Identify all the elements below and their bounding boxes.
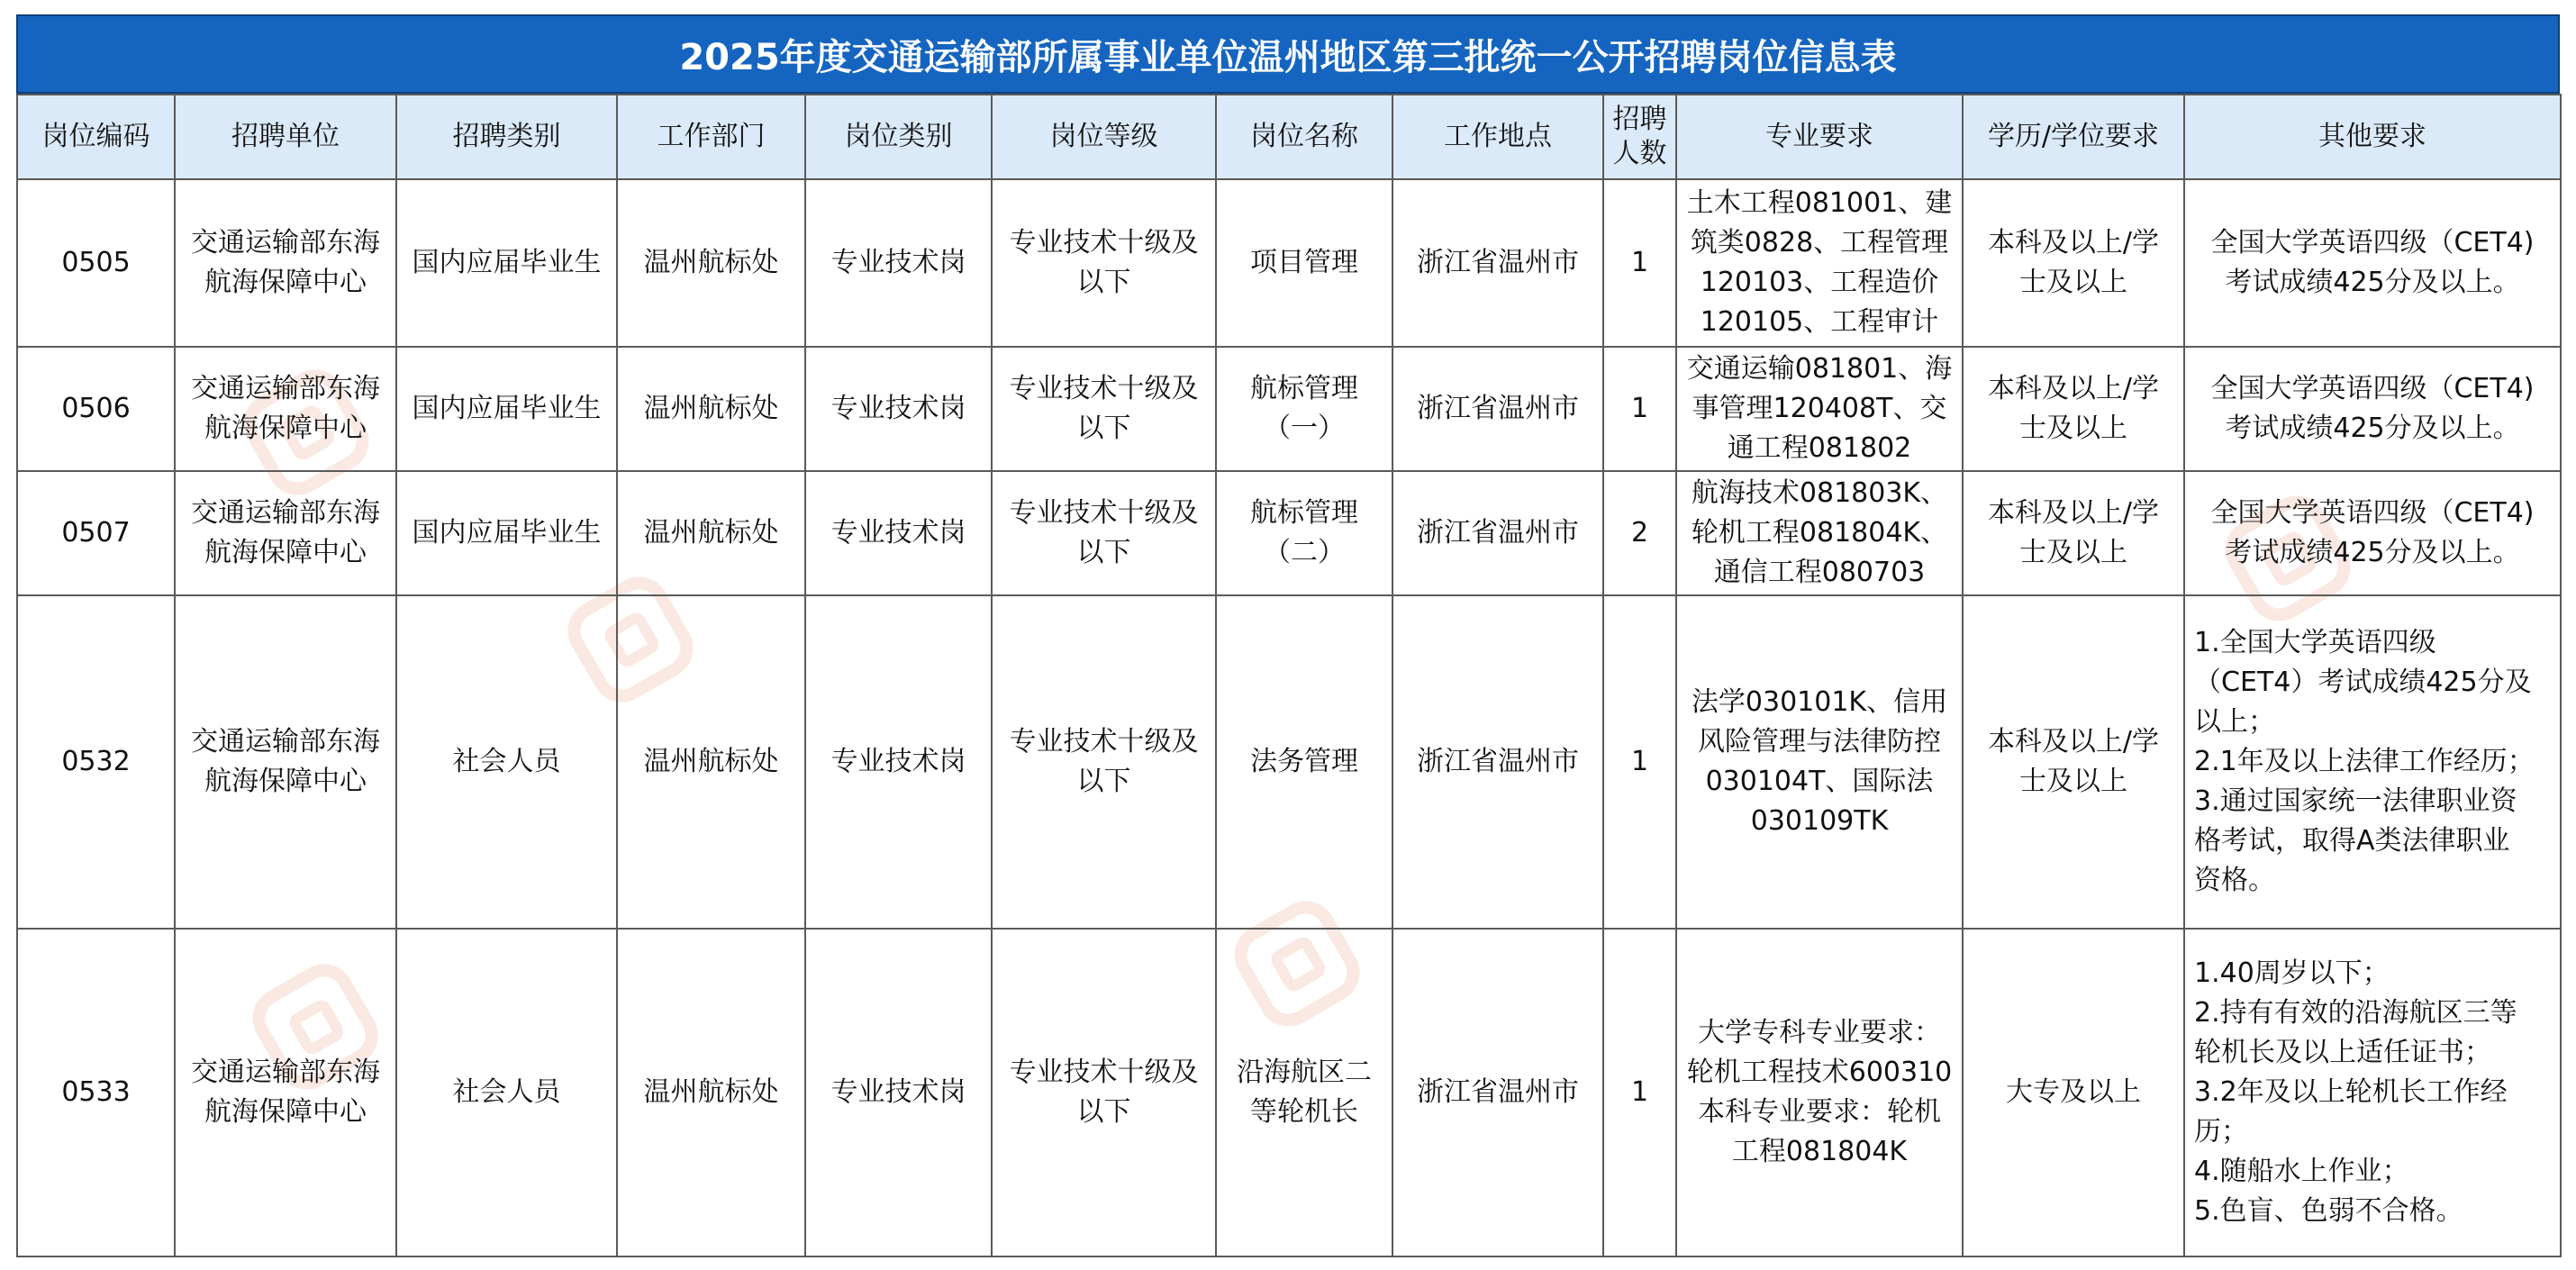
cell-other-line: 轮机长及以上适任证书； xyxy=(2194,1037,2491,1068)
cell-post-line: 沿海航区二 xyxy=(1237,1057,1372,1088)
cell-count: 1 xyxy=(1603,179,1676,347)
cell-level xyxy=(992,347,1216,471)
cell-major-line: 筑类0828、工程管理 xyxy=(1690,227,1949,259)
cell-other-line: 考试成绩425分及以上。 xyxy=(2225,413,2520,444)
cell-edu xyxy=(1963,929,2184,1256)
cell-unit-line: 交通运输部东海 xyxy=(191,227,380,259)
cell-type: 国内应届毕业生 xyxy=(396,471,617,595)
cell-location: 浙江省温州市 xyxy=(1392,595,1603,929)
sheet-title: 2025年度交通运输部所属事业单位温州地区第三批统一公开招聘岗位信息表 xyxy=(16,14,2560,94)
cell-edu-line: 士及以上 xyxy=(2019,413,2127,444)
cell-unit xyxy=(175,929,396,1256)
table-row xyxy=(17,595,2561,929)
header-unit: 招聘单位 xyxy=(175,95,396,179)
cell-major-line: 轮机工程技术600310 xyxy=(1686,1057,1953,1088)
cell-type: 国内应届毕业生 xyxy=(396,179,617,347)
cell-level-line: 专业技术十级及 xyxy=(1009,373,1199,404)
header-type: 招聘类别 xyxy=(396,95,617,179)
cell-level-line: 专业技术十级及 xyxy=(1009,227,1199,259)
cell-major xyxy=(1676,471,1963,595)
cell-edu-line: 本科及以上/学 xyxy=(1987,726,2160,757)
cell-major xyxy=(1676,595,1963,929)
cell-post-line: （一） xyxy=(1264,413,1345,444)
cell-major-line: 120103、工程造价 xyxy=(1700,267,1939,298)
cell-code: 0532 xyxy=(17,595,175,929)
cell-level xyxy=(992,929,1216,1256)
cell-unit-line: 交通运输部东海 xyxy=(191,497,380,529)
header-count-line1: 招聘 xyxy=(1612,104,1667,135)
cell-other xyxy=(2184,471,2561,595)
cell-other xyxy=(2184,929,2561,1256)
cell-count: 2 xyxy=(1603,471,1676,595)
cell-post xyxy=(1216,929,1392,1256)
cell-other-line: 全国大学英语四级（CET4) xyxy=(2210,227,2535,259)
header-count-line2: 人数 xyxy=(1612,138,1667,169)
cell-edu-line: 士及以上 xyxy=(2019,267,2127,298)
cell-edu-line: 士及以上 xyxy=(2019,766,2127,797)
header-location: 工作地点 xyxy=(1392,95,1603,179)
cell-category: 专业技术岗 xyxy=(805,347,992,471)
header-count xyxy=(1603,95,1676,179)
header-level: 岗位等级 xyxy=(992,95,1216,179)
cell-unit-line: 航海保障中心 xyxy=(204,537,367,568)
cell-unit-line: 航海保障中心 xyxy=(204,766,367,797)
cell-level-line: 专业技术十级及 xyxy=(1009,497,1199,529)
cell-other-line: 4.随船水上作业； xyxy=(2194,1156,2409,1187)
cell-location: 浙江省温州市 xyxy=(1392,929,1603,1256)
cell-other-line: 1.全国大学英语四级 xyxy=(2194,627,2436,658)
cell-location: 浙江省温州市 xyxy=(1392,347,1603,471)
header-code: 岗位编码 xyxy=(17,95,175,179)
cell-count: 1 xyxy=(1603,347,1676,471)
cell-major-line: 030104T、国际法 xyxy=(1705,766,1934,797)
cell-other-line: 资格。 xyxy=(2194,865,2275,896)
cell-unit xyxy=(175,471,396,595)
header-major: 专业要求 xyxy=(1676,95,1963,179)
cell-post xyxy=(1216,595,1392,929)
cell-major-line: 030109TK xyxy=(1750,805,1889,837)
table-row xyxy=(17,179,2561,347)
cell-level xyxy=(992,595,1216,929)
cell-level xyxy=(992,471,1216,595)
cell-unit-line: 交通运输部东海 xyxy=(191,726,380,757)
cell-post-line: 航标管理 xyxy=(1250,497,1358,529)
cell-other-line: 以上； xyxy=(2194,706,2275,738)
cell-post xyxy=(1216,347,1392,471)
cell-post xyxy=(1216,179,1392,347)
cell-edu xyxy=(1963,347,2184,471)
cell-major-line: 通信工程080703 xyxy=(1713,557,1926,588)
cell-major xyxy=(1676,179,1963,347)
cell-edu-line: 本科及以上/学 xyxy=(1987,497,2160,529)
cell-unit xyxy=(175,347,396,471)
cell-major-line: 事管理120408T、交 xyxy=(1692,393,1947,424)
cell-major-line: 通工程081802 xyxy=(1727,432,1912,464)
cell-level xyxy=(992,179,1216,347)
cell-category: 专业技术岗 xyxy=(805,471,992,595)
cell-post xyxy=(1216,471,1392,595)
cell-post-line: 法务管理 xyxy=(1250,746,1358,777)
cell-major-line: 土木工程081001、建 xyxy=(1686,187,1953,219)
table-row xyxy=(17,471,2561,595)
cell-other-line: 格考试，取得A类法律职业 xyxy=(2194,825,2510,857)
cell-major-line: 120105、工程审计 xyxy=(1700,306,1939,338)
cell-other xyxy=(2184,179,2561,347)
cell-count: 1 xyxy=(1603,595,1676,929)
cell-other-line: 考试成绩425分及以上。 xyxy=(2225,267,2520,298)
cell-edu xyxy=(1963,179,2184,347)
cell-major xyxy=(1676,929,1963,1256)
cell-other-line: 3.通过国家统一法律职业资 xyxy=(2194,785,2517,817)
header-dept: 工作部门 xyxy=(617,95,805,179)
cell-post-line: 等轮机长 xyxy=(1250,1096,1358,1128)
cell-location: 浙江省温州市 xyxy=(1392,471,1603,595)
cell-edu-line: 本科及以上/学 xyxy=(1987,227,2160,259)
header-edu: 学历/学位要求 xyxy=(1963,95,2184,179)
cell-other-line: 全国大学英语四级（CET4) xyxy=(2210,497,2535,529)
cell-other-line: 1.40周岁以下； xyxy=(2194,957,2390,989)
cell-other-line: （CET4）考试成绩425分及 xyxy=(2194,667,2532,698)
cell-category: 专业技术岗 xyxy=(805,929,992,1256)
cell-category: 专业技术岗 xyxy=(805,179,992,347)
header-category: 岗位类别 xyxy=(805,95,992,179)
cell-level-line: 以下 xyxy=(1076,267,1131,298)
cell-major-line: 航海技术081803K、 xyxy=(1691,477,1948,509)
cell-other-line: 2.持有有效的沿海航区三等 xyxy=(2194,997,2517,1029)
cell-edu-line: 大专及以上 xyxy=(2006,1076,2141,1108)
cell-unit-line: 交通运输部东海 xyxy=(191,1057,380,1088)
cell-code: 0507 xyxy=(17,471,175,595)
cell-other-line: 全国大学英语四级（CET4) xyxy=(2210,373,2535,404)
header-post: 岗位名称 xyxy=(1216,95,1392,179)
cell-other-line: 2.1年及以上法律工作经历； xyxy=(2194,746,2535,777)
positions-table xyxy=(16,94,2562,1257)
cell-other xyxy=(2184,595,2561,929)
cell-type: 社会人员 xyxy=(396,595,617,929)
cell-level-line: 以下 xyxy=(1076,766,1131,797)
cell-major-line: 本科专业要求：轮机 xyxy=(1698,1096,1941,1128)
cell-dept: 温州航标处 xyxy=(617,471,805,595)
cell-location: 浙江省温州市 xyxy=(1392,179,1603,347)
recruitment-sheet xyxy=(16,14,2560,1256)
cell-category: 专业技术岗 xyxy=(805,595,992,929)
cell-count: 1 xyxy=(1603,929,1676,1256)
cell-dept: 温州航标处 xyxy=(617,595,805,929)
cell-level-line: 专业技术十级及 xyxy=(1009,726,1199,757)
cell-major-line: 交通运输081801、海 xyxy=(1686,353,1953,385)
cell-post-line: 项目管理 xyxy=(1250,247,1358,278)
cell-other-line: 考试成绩425分及以上。 xyxy=(2225,537,2520,568)
cell-edu-line: 本科及以上/学 xyxy=(1987,373,2160,404)
cell-code: 0506 xyxy=(17,347,175,471)
cell-other-line: 5.色盲、色弱不合格。 xyxy=(2194,1195,2463,1227)
cell-major-line: 风险管理与法律防控 xyxy=(1698,726,1941,757)
cell-unit xyxy=(175,595,396,929)
cell-other xyxy=(2184,347,2561,471)
cell-dept: 温州航标处 xyxy=(617,929,805,1256)
cell-edu xyxy=(1963,595,2184,929)
cell-unit-line: 航海保障中心 xyxy=(204,413,367,444)
cell-level-line: 以下 xyxy=(1076,1096,1131,1128)
cell-type: 社会人员 xyxy=(396,929,617,1256)
cell-post-line: 航标管理 xyxy=(1250,373,1358,404)
table-row xyxy=(17,347,2561,471)
cell-unit-line: 航海保障中心 xyxy=(204,1096,367,1128)
cell-edu xyxy=(1963,471,2184,595)
cell-major-line: 工程081804K xyxy=(1731,1136,1908,1167)
cell-major-line: 法学030101K、信用 xyxy=(1691,686,1948,718)
cell-major xyxy=(1676,347,1963,471)
cell-level-line: 以下 xyxy=(1076,413,1131,444)
header-row xyxy=(17,95,2561,179)
cell-other-line: 3.2年及以上轮机长工作经 xyxy=(2194,1076,2508,1108)
cell-other-line: 历； xyxy=(2194,1116,2248,1148)
cell-major-line: 轮机工程081804K、 xyxy=(1691,517,1948,549)
cell-dept: 温州航标处 xyxy=(617,347,805,471)
cell-code: 0533 xyxy=(17,929,175,1256)
cell-post-line: （二） xyxy=(1264,537,1345,568)
cell-level-line: 以下 xyxy=(1076,537,1131,568)
cell-type: 国内应届毕业生 xyxy=(396,347,617,471)
cell-edu-line: 士及以上 xyxy=(2019,537,2127,568)
cell-level-line: 专业技术十级及 xyxy=(1009,1057,1199,1088)
table-row xyxy=(17,929,2561,1256)
cell-dept: 温州航标处 xyxy=(617,179,805,347)
cell-code: 0505 xyxy=(17,179,175,347)
cell-unit xyxy=(175,179,396,347)
header-other: 其他要求 xyxy=(2184,95,2561,179)
cell-unit-line: 航海保障中心 xyxy=(204,267,367,298)
cell-major-line: 大学专科专业要求： xyxy=(1698,1017,1941,1048)
cell-unit-line: 交通运输部东海 xyxy=(191,373,380,404)
